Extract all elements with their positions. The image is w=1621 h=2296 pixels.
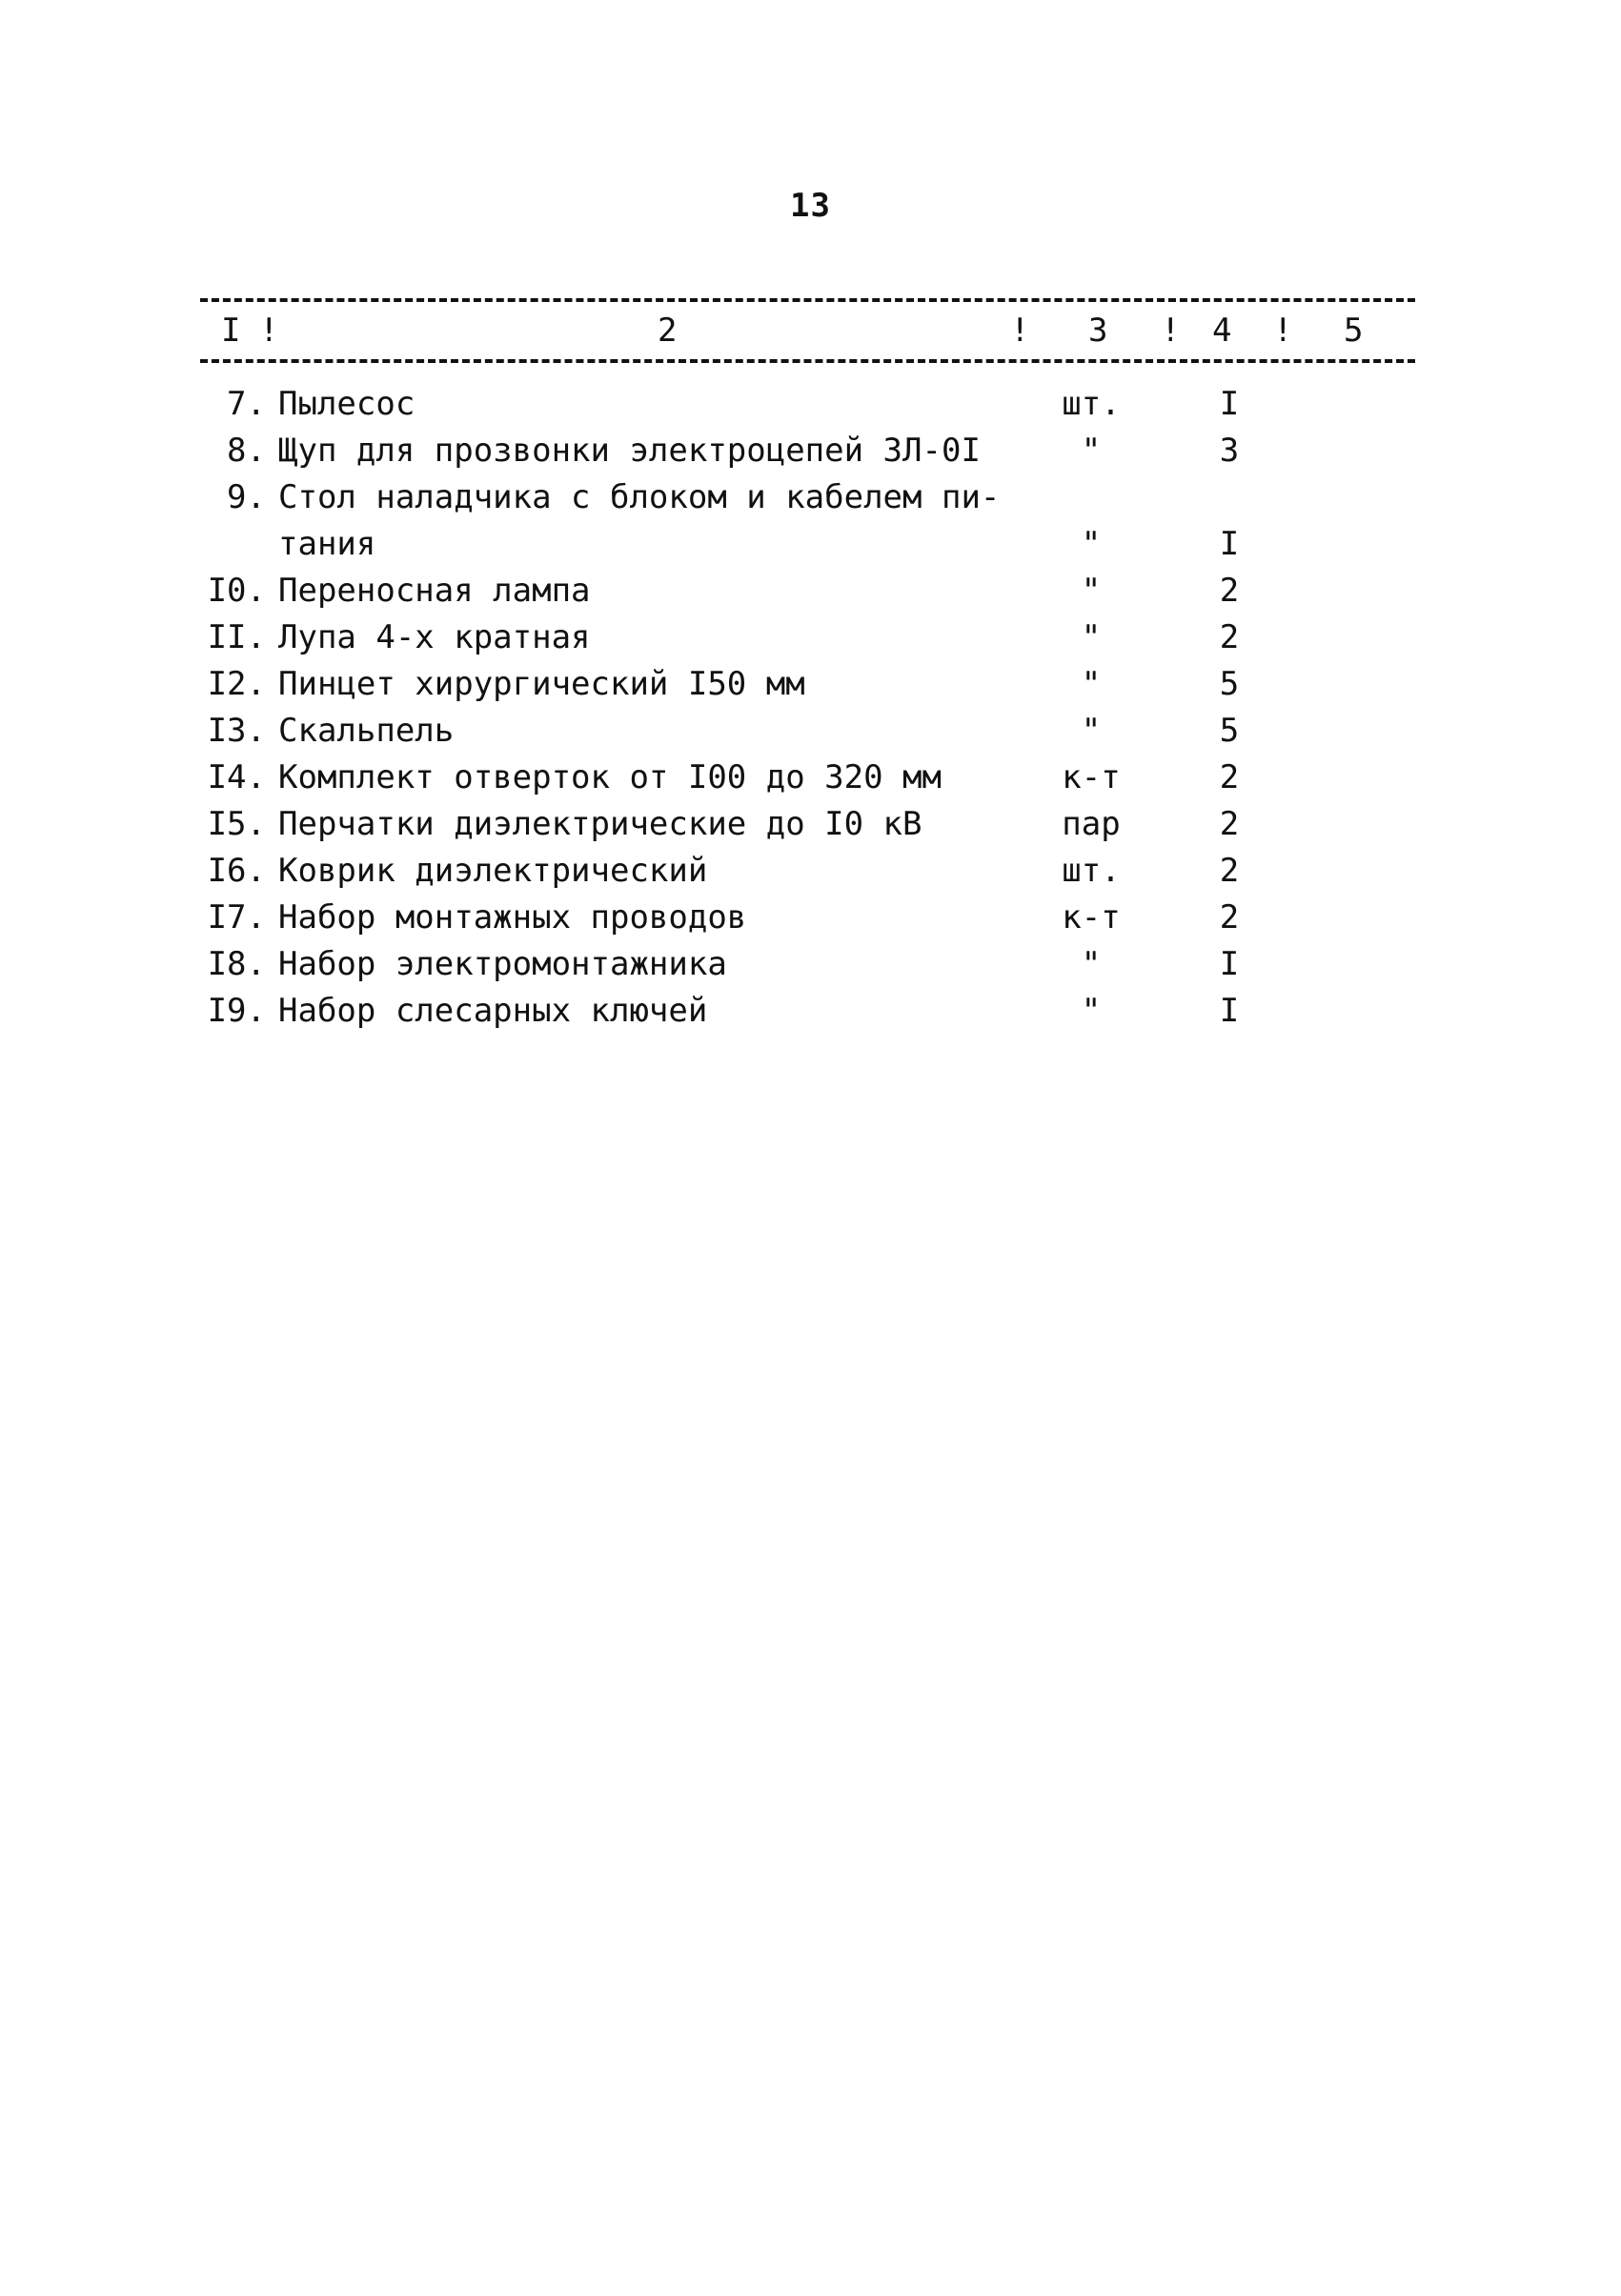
item-number: 7. [227,385,266,423]
item-unit: " [1081,712,1102,750]
item-quantity: I [1219,945,1240,983]
table-top-rule [200,298,1415,302]
item-unit: к-т [1062,898,1121,937]
item-number: I4. [207,758,266,796]
table-row [0,848,1621,895]
item-number: I7. [207,898,266,937]
item-number: 8. [227,432,266,470]
table-row [0,568,1621,614]
item-quantity: 2 [1219,618,1240,656]
header-col-1: I [221,312,241,350]
item-name: Набор слесарных ключей [278,992,708,1030]
table-row [0,661,1621,708]
item-quantity: 2 [1219,852,1240,890]
table-header [200,308,1415,353]
item-unit: " [1081,665,1102,703]
item-name: тания [278,525,376,563]
item-quantity: 2 [1219,898,1240,937]
item-number: I9. [207,992,266,1030]
item-unit: " [1081,525,1102,563]
table-row [0,474,1621,521]
item-unit: пар [1062,805,1121,843]
header-col-3: 3 [1088,312,1108,350]
table-row [0,428,1621,474]
item-name: Комплект отверток от I00 до 320 мм [278,758,942,796]
item-number: I5. [207,805,266,843]
item-quantity: 5 [1219,665,1240,703]
table-row [0,801,1621,848]
item-name: Щуп для прозвонки электроцепей ЗЛ-0I [278,432,981,470]
item-unit: шт. [1062,852,1121,890]
item-unit: " [1081,945,1102,983]
item-unit: к-т [1062,758,1121,796]
header-col-2: 2 [658,312,678,350]
item-number: I3. [207,712,266,750]
item-number: II. [207,618,266,656]
item-number: 9. [227,478,266,516]
header-col-4: 4 [1212,312,1232,350]
item-name: Набор электромонтажника [278,945,727,983]
item-unit: " [1081,572,1102,610]
table-row [0,381,1621,428]
item-name: Коврик диэлектрический [278,852,708,890]
item-unit: " [1081,992,1102,1030]
item-unit: шт. [1062,385,1121,423]
page-number: 13 [790,187,831,225]
table-row [0,755,1621,801]
table-row [0,708,1621,755]
item-number: I0. [207,572,266,610]
item-quantity: I [1219,385,1240,423]
header-col-5: 5 [1344,312,1364,350]
item-quantity: I [1219,525,1240,563]
table-header-rule [200,359,1415,363]
item-quantity: I [1219,992,1240,1030]
table-body [0,381,1621,1035]
item-quantity: 2 [1219,572,1240,610]
header-separator: ! [1273,312,1293,350]
item-name: Перчатки диэлектрические до I0 кВ [278,805,922,843]
header-separator: ! [1161,312,1181,350]
item-unit: " [1081,618,1102,656]
item-name: Лупа 4-х кратная [278,618,591,656]
item-quantity: 2 [1219,758,1240,796]
item-name: Стол наладчика с блоком и кабелем пи- [278,478,1001,516]
header-separator: ! [259,312,279,350]
item-name: Скальпель [278,712,455,750]
table-row [0,614,1621,661]
item-unit: " [1081,432,1102,470]
item-quantity: 2 [1219,805,1240,843]
item-name: Пинцет хирургический I50 мм [278,665,805,703]
item-name: Переносная лампа [278,572,591,610]
table-row [0,941,1621,988]
item-name: Набор монтажных проводов [278,898,747,937]
table-row [0,895,1621,941]
table-row [0,521,1621,568]
table-row [0,988,1621,1035]
item-quantity: 5 [1219,712,1240,750]
item-number: I2. [207,665,266,703]
item-number: I8. [207,945,266,983]
item-quantity: 3 [1219,432,1240,470]
item-name: Пылесос [278,385,415,423]
header-separator: ! [1010,312,1030,350]
item-number: I6. [207,852,266,890]
